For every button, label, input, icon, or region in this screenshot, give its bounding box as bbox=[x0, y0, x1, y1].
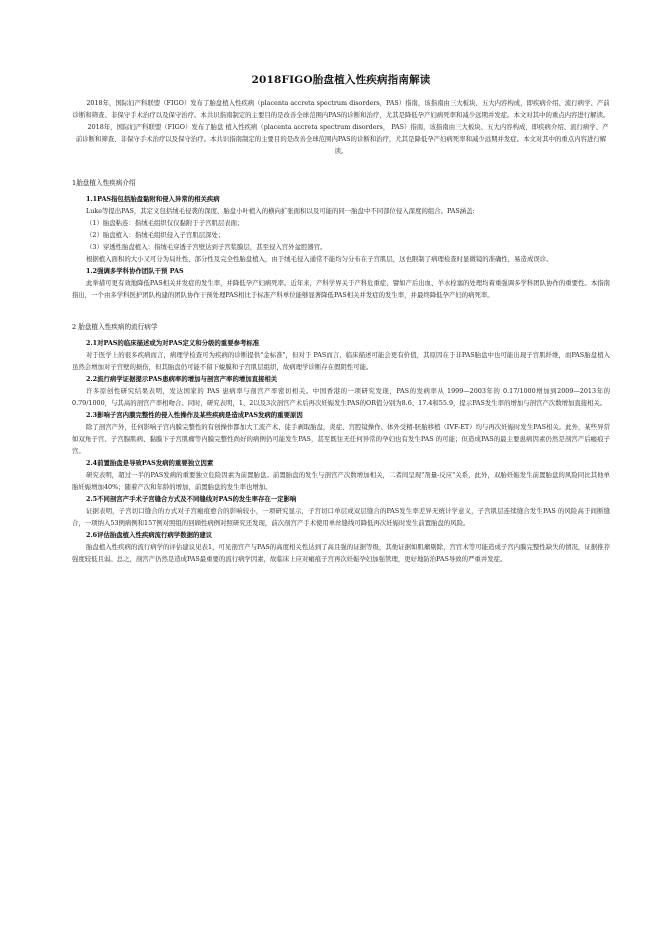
subsection-2-2-body: 许多原创性研究结果表明，发达国家的 PAS 患病率与剖宫产率密切相关。中国香港的一项研究发现，PAS的发病率从 1999—2003年的 0.17/1000增加到2009—2013年的0.79/1000，与其高的剖宫产率相吻合。同时，研究表明，1、2以及3次剖宫产术后再次妊娠发生PAS的OR值分别为8.6、17.4和55.9，提示PAS发生率的增加与剖宫产次数增加直接相关。 bbox=[72, 387, 610, 407]
section-2-heading: 2 胎盘植入性疾病的流行病学 bbox=[72, 323, 158, 331]
subsection-2-1-heading: 2.1对PAS的临床描述或为对PAS定义和分级的重要参考标准 bbox=[86, 339, 260, 347]
subsection-1-2-heading: 1.2强调多学科协作团队干预 PAS bbox=[86, 267, 184, 275]
intro-paragraph-1: 2018年，国际妇产科联盟（FIGO）发布了胎盘植入性疾病（placenta accreta spectrum disorders，PAS）指南，该指南由三大板块、五大内容构成，即疾病介绍、流行病学、产前诊断和筛查、非保守手术治疗以及保守治疗。本共识指南制定的主要目的是改善全球范围内PAS的诊断和治疗，尤其是降低孕产妇病死率和减少远期并发症。本文对其中的重点内容进行解读。 bbox=[72, 99, 610, 119]
subsection-2-6-heading: 2.6评估胎盘植入性疾病流行病学数据的建议 bbox=[86, 531, 213, 539]
subsection-1-1-tail: 根据植入面积的大小又可分为局灶性、部分性及完全性胎盘植入，由于绒毛侵入通常不能均匀分布在子宫肌层，这也限制了病理检查时显微镜的准确性，易造成误诊。 bbox=[86, 255, 553, 263]
subsection-2-5-heading: 2.5不同剖宫产手术子宫缝合方式及不同缝线对PAS的发生率存在一定影响 bbox=[86, 495, 297, 503]
list-item: （3）穿透性胎盘植入：指绒毛穿透子宫壁达到子宫浆膜层，甚至侵入宫外盆腔器官。 bbox=[86, 243, 327, 251]
subsection-2-3-heading: 2.3影响子宫内膜完整性的侵入性操作及某些疾病是造成PAS发病的重要原因 bbox=[86, 411, 303, 419]
section-1-heading: 1胎盘植入性疾病介绍 bbox=[72, 179, 136, 187]
subsection-2-4-body: 研究表明，超过一半的PAS发病的重要独立危险因素为前置胎盘。前置胎盘的发生与剖宫产次数增加相关，二者间呈现"剂量-反应"关系，此外，双胎妊娠发生前置胎盘的风险同比其他单胎妊娠增加40%；随着产次和年龄的增加，前置胎盘的发生率也增加。 bbox=[72, 471, 610, 491]
subsection-2-2-heading: 2.2流行病学证据提示PAS患病率的增加与剖宫产率的增加直接相关 bbox=[86, 375, 278, 383]
document-title: 2018FIGO胎盘植入性疾病指南解读 bbox=[251, 74, 431, 86]
subsection-2-5-body: 证据表明，子宫切口缝合的方式对子宫瘢痕愈合的影响较小，一项研究显示，子宫切口单层或双层缝合的PAS发生率差异无统计学意义，子宫肌层连续缝合发生PAS 的风险高于间断缝合，一项纳入53例病例和157例对照组的回顾性病例对照研究还发现，前次剖宫产手术使用单丝缝线可降低再次妊娠时发生前置胎盘的风险。 bbox=[72, 507, 610, 527]
list-item: （1）胎盘粘连：指绒毛组织仅仅黏附于子宫肌层表面； bbox=[86, 219, 244, 227]
subsection-1-1-body: Luke等提出PAS，其定义包括绒毛侵袭的深度、胎盘小叶植入的横向扩张面积以及可能的同一胎盘中不同部位侵入深度的组合。PAS涵盖: bbox=[86, 207, 475, 215]
subsection-1-2-body: 此举措可更有效地降低PAS相关并发症的发生率，并降低孕产妇病死率。近年来，产科学界关于产科危重症、譬如产后出血、羊水栓塞的处理均着重强调多学科团队协作的重要性。本指南指出，一个由多学科医护团队构建的团队协作干预处理PAS相比于标准产科单位能够显著降低PAS相关并发症的发生率，并最终降低孕产妇的病死率。 bbox=[72, 279, 610, 299]
list-item: （2）胎盘植入：指绒毛组织侵入子宫肌层深处； bbox=[86, 231, 225, 239]
subsection-2-1-body: 对于医学上的很多疾病而言，病理学检查可为疾病的诊断提供"金标准"，但对于 PAS而言，临床描述可能会更有价值，其原因在于非PAS胎盘中也可能出现子宫肌纤维，而PAS胎盘植入虽然会增加对子宫壁的损伤，但其胎盘仍可能不留下蜕膜和子宫肌层组织，故病理学诊断存在假阴性可能。 bbox=[72, 351, 610, 371]
intro-paragraph-2: 2018年，国际妇产科联盟（FIGO）发布了胎盘 植入性疾病（placenta accreta spectrum disorders， PAS）指南，该指南由三大板块、五大内容构成，即疾病介绍、流行病学、产前诊断和筛查、非保守手术治疗以及保守治疗。本共识指南制定的主要目的是改善全球范围内PAS的诊断和治疗，尤其是降低孕产妇病死率和减少远期并发症。本文对其中的重点内容进行解读。 bbox=[75, 123, 609, 155]
subsection-2-4-heading: 2.4前置胎盘是导致PAS发病的重要独立因素 bbox=[86, 459, 214, 467]
subsection-2-3-body: 除了剖宫产外，任何影响子宫内膜完整性的有创操作都加大工流产术、徒手剥取胎盘，炎症、宫腔镜操作、体外受精-胚胎移植（IVF-ET）均与再次妊娠时发生PAS相关。此外，某些异常如双角子宫、子宫腺肌病、黏膜下子宫肌瘤等内膜完整性尚好的病例仍可能发生PAS，甚至既往无任何异常的孕妇也有发生PAS 的可能；但造成PAS的最主要患病因素仍然是剖宫产后瘢痕子宫。 bbox=[72, 423, 610, 455]
subsection-1-1-heading: 1.1PAS指包括胎盘黏附和侵入异常的相关疾病 bbox=[86, 195, 220, 203]
subsection-2-6-body: 胎盘植入性疾病的流行病学的评估建议见表1，可见剖宫产与PAS的高度相关性达到了高且强的证据等级，其他证据如肌瘤剔除，宫官术等可能造成子宫内膜完整性缺失的情况，证据推荐强度较低且弱。总之，剖宫产仍然是造成PAS最重要的流行病学因素，故临床上应对瘢痕子宫再次妊娠孕妇加强管理，更好地防治PAS导致的严重并发症。 bbox=[72, 543, 610, 563]
